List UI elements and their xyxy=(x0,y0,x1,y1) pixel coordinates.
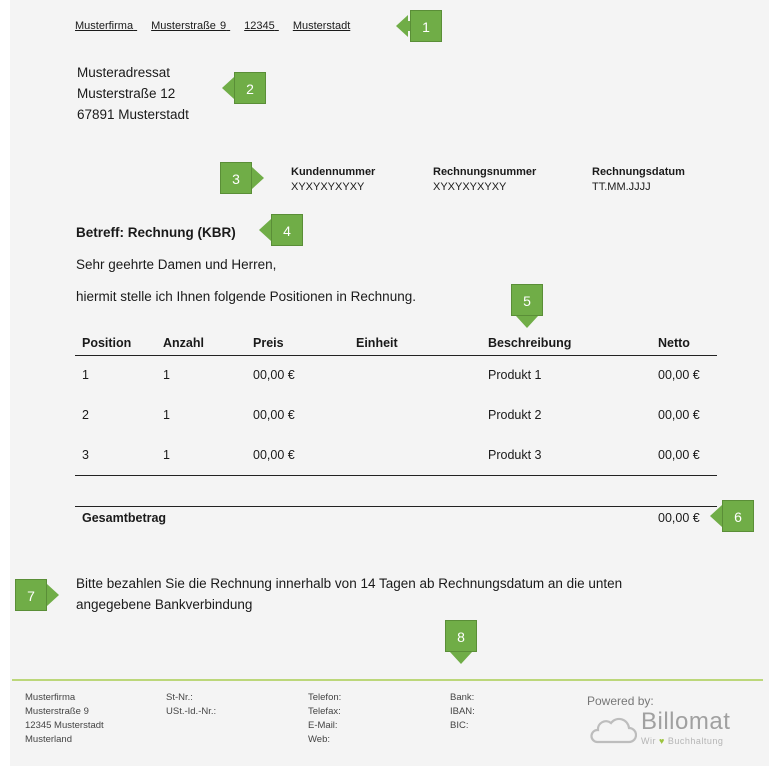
header-quantity: Anzahl xyxy=(156,331,246,355)
invoice-number-block xyxy=(433,165,536,195)
invoice-number-value: XYXYXYXYXY xyxy=(433,181,507,193)
footer-bic: BIC: xyxy=(450,720,469,731)
recipient-city: 67891 Musterstadt xyxy=(77,107,189,122)
callout-8-badge: 8 xyxy=(445,620,477,652)
tagline-left: Wir xyxy=(641,736,656,746)
footer-phone: Telefon: xyxy=(308,692,342,703)
brand-name: Billomat xyxy=(641,708,731,735)
callout-6-badge: 6 xyxy=(722,500,754,532)
customer-number-block xyxy=(291,165,375,195)
callout-4-arrow xyxy=(259,219,271,241)
callout-2-arrow xyxy=(222,77,234,99)
cell-quantity: 1 xyxy=(163,368,170,383)
cell-description: Produkt 2 xyxy=(488,408,542,422)
greeting: Sehr geehrte Damen und Herren, xyxy=(76,257,277,272)
footer-divider xyxy=(12,679,763,681)
table-row xyxy=(75,355,717,395)
header-net: Netto xyxy=(651,331,717,355)
brand-tagline xyxy=(641,736,723,746)
cell-net: 00,00 € xyxy=(658,368,700,383)
table-row xyxy=(75,435,717,475)
total-label: Gesamtbetrag xyxy=(82,511,167,525)
cell-net: 00,00 € xyxy=(651,435,717,475)
footer-iban: IBAN: xyxy=(450,706,475,717)
footer-fax: Telefax: xyxy=(308,706,341,717)
footer-company-column xyxy=(25,691,104,747)
footer-vat-id: USt.-Id.-Nr.: xyxy=(166,706,217,717)
sender-street: Musterstraße 9 xyxy=(151,20,227,32)
subject-line: Betreff: Rechnung (KBR) xyxy=(76,225,236,240)
cell-unit xyxy=(349,395,481,435)
callout-6-arrow xyxy=(710,505,722,527)
payment-note-line1: Bitte bezahlen Sie die Rechnung innerhalb von 14 Tagen ab Rechnungsdatum an die unten xyxy=(76,576,623,591)
callout-3-arrow xyxy=(252,167,264,189)
intro-text: hiermit stelle ich Ihnen folgende Positionen in Rechnung. xyxy=(76,289,416,304)
callout-5-badge: 5 xyxy=(511,284,543,316)
header-position: Position xyxy=(75,331,156,355)
cell-price: 00,00 € xyxy=(253,368,295,383)
footer-web: Web: xyxy=(308,734,331,745)
cell-description: Produkt 3 xyxy=(481,435,651,475)
invoice-date-block xyxy=(592,165,685,195)
callout-7-badge: 7 xyxy=(15,579,47,611)
footer-company-country: Musterland xyxy=(25,734,72,745)
callout-8-arrow xyxy=(450,652,472,664)
items-table xyxy=(75,331,717,476)
cell-position: 3 xyxy=(75,435,156,475)
callout-2-badge: 2 xyxy=(234,72,266,104)
footer-company-city: 12345 Musterstadt xyxy=(25,720,104,731)
invoice-page xyxy=(10,0,769,766)
cell-unit xyxy=(349,435,481,475)
footer-bank: Bank: xyxy=(450,692,475,703)
footer-contact-column xyxy=(308,691,341,747)
invoice-date-label: Rechnungsdatum xyxy=(592,166,685,178)
heart-icon: ♥ xyxy=(659,736,665,746)
header-price: Preis xyxy=(246,331,349,355)
recipient-street: Musterstraße 12 xyxy=(77,86,176,101)
cell-description: Produkt 1 xyxy=(488,368,542,383)
cell-quantity: 1 xyxy=(156,435,246,475)
callout-5-arrow xyxy=(516,316,538,328)
sender-zip: 12345 xyxy=(244,20,275,32)
billomat-logo xyxy=(587,708,767,748)
header-unit: Einheit xyxy=(349,331,481,355)
footer-email: E-Mail: xyxy=(308,720,338,731)
callout-1-badge: 1 xyxy=(410,10,442,42)
callout-4-badge: 4 xyxy=(271,214,303,246)
sender-line xyxy=(75,20,350,32)
customer-number-label: Kundennummer xyxy=(291,166,376,178)
footer-bank-column xyxy=(450,691,475,733)
table-header-row xyxy=(75,331,717,355)
tagline-right: Buchhaltung xyxy=(667,736,724,746)
sender-company: Musterfirma xyxy=(75,20,134,32)
footer-tax-number: St-Nr.: xyxy=(166,692,193,703)
recipient-address xyxy=(77,62,189,125)
invoice-date-value: TT.MM.JJJJ xyxy=(592,181,651,193)
cell-price: 00,00 € xyxy=(253,408,295,422)
cell-position: 1 xyxy=(82,368,89,383)
cell-price: 00,00 € xyxy=(246,435,349,475)
total-value: 00,00 € xyxy=(658,511,700,525)
cell-net: 00,00 € xyxy=(658,408,700,422)
callout-3-badge: 3 xyxy=(220,162,252,194)
footer-company-street: Musterstraße 9 xyxy=(25,706,89,717)
cell-quantity: 1 xyxy=(163,408,170,422)
powered-by-label: Powered by: xyxy=(587,694,654,708)
footer-tax-column xyxy=(166,691,216,719)
header-description: Beschreibung xyxy=(481,331,651,355)
payment-note-line2: angegebene Bankverbindung xyxy=(76,597,253,612)
invoice-number-label: Rechnungsnummer xyxy=(433,166,537,178)
recipient-name: Musteradressat xyxy=(77,65,171,80)
cell-unit xyxy=(349,355,481,395)
callout-7-arrow xyxy=(47,584,59,606)
callout-1-arrow xyxy=(396,15,408,37)
sender-city: Musterstadt xyxy=(292,20,351,32)
table-row xyxy=(75,395,717,435)
total-row xyxy=(75,506,717,530)
customer-number-value: XYXYXYXYXY xyxy=(291,181,365,193)
cloud-icon xyxy=(587,714,637,746)
cell-position: 2 xyxy=(82,408,89,422)
footer-company-name: Musterfirma xyxy=(25,692,76,703)
